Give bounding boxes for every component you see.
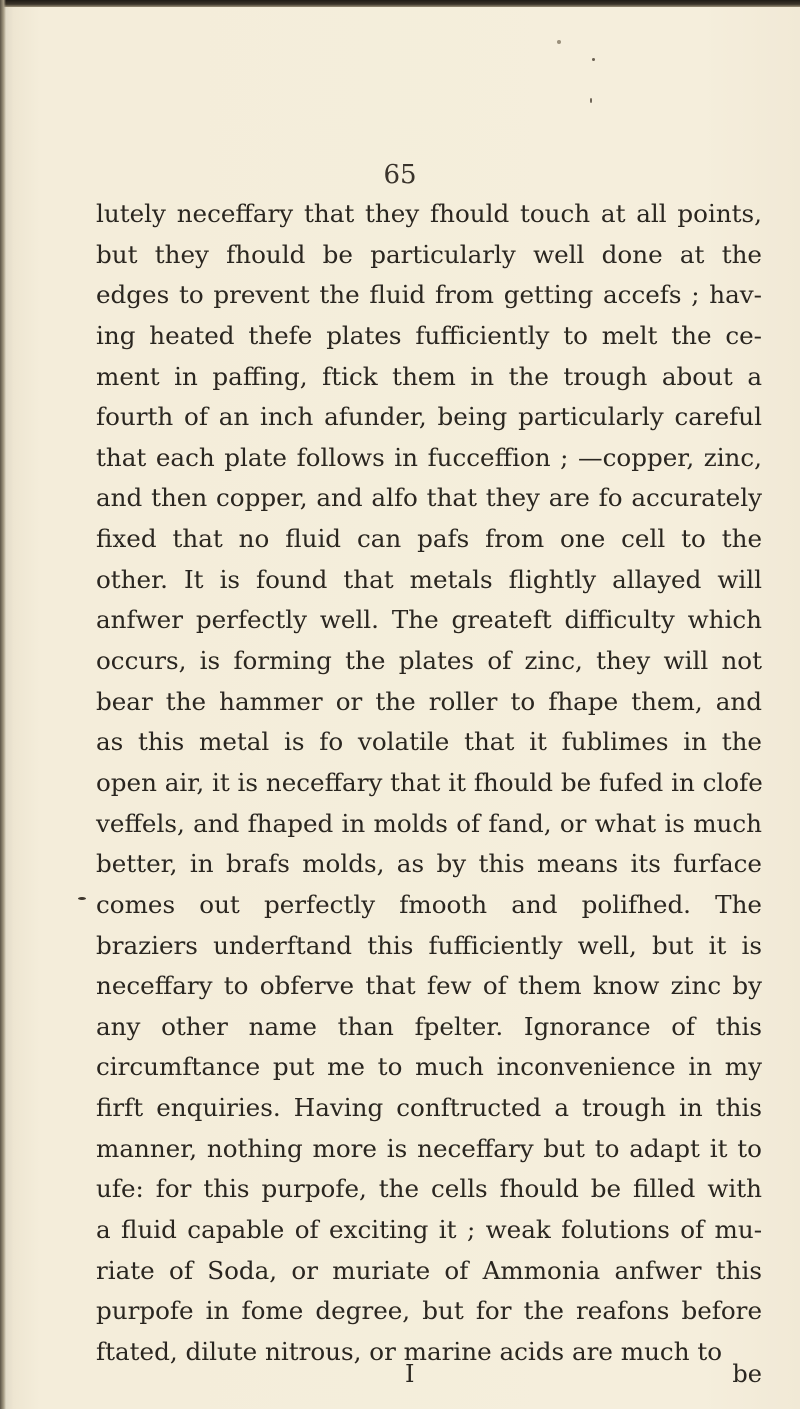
text-line: ment in paffing, ftick them in the trough about a (96, 361, 762, 391)
text-line: fixed that no fluid can pafs from one cell to the (96, 524, 762, 554)
page-footer (96, 1356, 762, 1392)
ink-speck (592, 58, 595, 61)
text-line: firft enquiries. Having conftructed a trough in this (96, 1093, 762, 1123)
text-line: but they fhould be particularly well done at the (96, 239, 762, 269)
text-line: edges to prevent the fluid from getting accefs ; hav- (96, 280, 762, 310)
text-line: veffels, and fhaped in molds of fand, or what is much (96, 808, 762, 838)
ink-speck (557, 40, 561, 44)
text-line: open air, it is neceffary that it fhould be fufed in clofe (96, 767, 763, 797)
text-line: purpofe in fome degree, but for the reafons before (96, 1296, 762, 1326)
text-line: circumftance put me to much inconvenience in my (96, 1052, 762, 1082)
text-line: ing heated thefe plates fufficiently to melt the ce- (96, 320, 762, 350)
text-line: neceffary to obferve that few of them know zinc by (96, 971, 762, 1001)
binding-edge (0, 0, 6, 1409)
page-top-shadow (0, 0, 800, 7)
text-line: ftated, dilute nitrous, or marine acids are much to (96, 1336, 723, 1366)
text-line: bear the hammer or the roller to fhape them, and (96, 686, 762, 716)
text-line: as this metal is fo volatile that it fublimes in the (96, 727, 762, 757)
ink-speck (78, 897, 86, 900)
text-line: anfwer perfectly well. The greateft difficulty which (96, 605, 762, 635)
text-line: any other name than fpelter. Ignorance of this (96, 1011, 762, 1041)
page-number: 65 (383, 160, 417, 190)
text-line: comes out perfectly fmooth and polifhed. The (96, 889, 762, 919)
text-line: a fluid capable of exciting it ; weak folutions of mu- (96, 1215, 762, 1245)
signature-mark: I (405, 1360, 415, 1388)
text-line: fourth of an inch afunder, being particularly careful (96, 402, 762, 432)
text-line: braziers underftand this fufficiently well, but it is (96, 930, 762, 960)
text-line: ufe: for this purpofe, the cells fhould be filled with (96, 1174, 762, 1204)
text-line: lutely neceffary that they fhould touch at all points, (96, 199, 762, 228)
text-line: riate of Soda, or muriate of Ammonia anfwer this (96, 1255, 762, 1285)
text-line: manner, nothing more is neceffary but to adapt it to (96, 1133, 762, 1163)
text-line: and then copper, and alfo that they are fo accurately (96, 483, 762, 513)
text-line: that each plate follows in fucceffion ; —copper, zinc, (96, 442, 762, 472)
catchword: be (732, 1360, 762, 1388)
text-line: other. It is found that metals flightly allayed will (96, 564, 762, 594)
body-text (96, 194, 762, 1373)
text-line: occurs, is forming the plates of zinc, they will not (96, 646, 762, 676)
ink-speck (590, 98, 592, 103)
text-line: better, in brafs molds, as by this means its furface (96, 849, 762, 879)
